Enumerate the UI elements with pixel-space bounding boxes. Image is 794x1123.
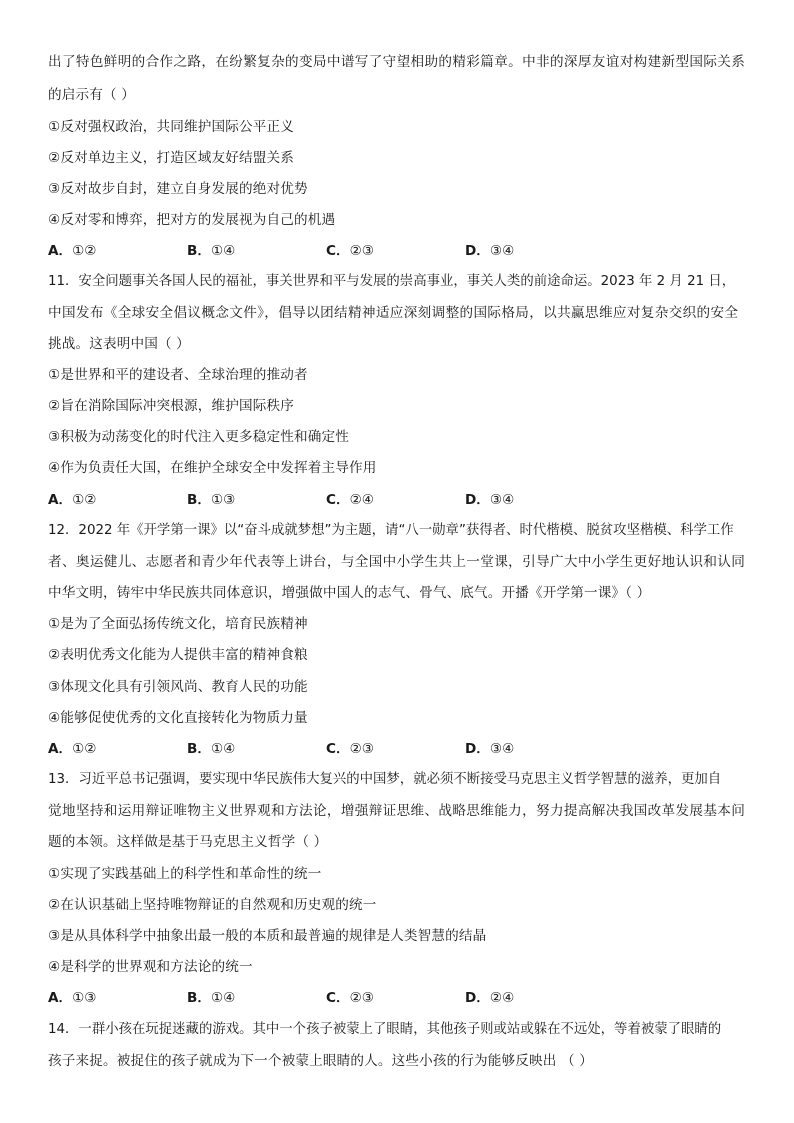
option-c[interactable]: C．②③ (326, 741, 374, 757)
q14-stem-line: 14．一群小孩在玩捉迷藏的游戏。其中一个孩子被蒙上了眼睛，其他孩子则或站或躲在不远处，等着被蒙了眼睛的 (48, 1022, 722, 1037)
q11-statement: ④作为负责任大国，在维护全球安全中发挥着主导作用 (48, 460, 377, 476)
q13-stem-line: 觉地坚持和运用辩证唯物主义世界观和方法论，增强辩证思维、战略思维能力，努力提高解决我国改革发展基本问 (48, 803, 746, 819)
q11-statement: ③积极为动荡变化的时代注入更多稳定性和确定性 (48, 429, 349, 445)
q13-statement: ①实现了实践基础上的科学性和革命性的统一 (48, 866, 322, 882)
option-a[interactable]: A．①② (48, 243, 97, 259)
option-d[interactable]: D．③④ (465, 243, 515, 259)
option-b[interactable]: B．①④ (187, 990, 236, 1006)
option-a[interactable]: A．①③ (48, 990, 97, 1006)
option-d[interactable]: D．②④ (465, 990, 515, 1006)
option-a[interactable]: A．①② (48, 492, 97, 508)
q13-statement: ②在认识基础上坚持唯物辩证的自然观和历史观的统一 (48, 897, 377, 913)
q12-stem-line: 者、奥运健儿、志愿者和青少年代表等上讲台，与全国中小学生共上一堂课，引导广大中小学生更好地认识和认同 (48, 554, 746, 570)
q10-stem-line: 的启示有（ ） (48, 87, 135, 103)
q12-statement: ②表明优秀文化能为人提供丰富的精神食粮 (48, 647, 308, 663)
option-d[interactable]: D．③④ (465, 741, 515, 757)
option-c[interactable]: C．②③ (326, 990, 374, 1006)
q11-statement: ②旨在消除国际冲突根源，维护国际秩序 (48, 398, 294, 414)
q12-stem-line: 中华文明，铸牢中华民族共同体意识，增强做中国人的志气、骨气、底气。开播《开学第一课》（ ） (48, 585, 651, 601)
q10-statement: ④反对零和博弈，把对方的发展视为自己的机遇 (48, 212, 336, 228)
q12-statement: ④能够促使优秀的文化直接转化为物质力量 (48, 710, 308, 726)
option-b[interactable]: B．①④ (187, 741, 236, 757)
q11-stem-line: 挑战。这表明中国（ ） (48, 336, 190, 352)
option-c[interactable]: C．②④ (326, 492, 374, 508)
q12-stem-line: 12．2022 年《开学第一课》以“奋斗成就梦想”为主题，请“八一勋章”获得者、时代楷模、脱贫攻坚楷模、科学工作 (48, 523, 734, 538)
option-a[interactable]: A．①② (48, 741, 97, 757)
q10-statement: ③反对故步自封，建立自身发展的绝对优势 (48, 181, 308, 197)
q10-stem-line: 出了特色鲜明的合作之路，在纷繁复杂的变局中谱写了守望相助的精彩篇章。中非的深厚友谊对构建新型国际关系 (48, 54, 746, 70)
option-d[interactable]: D．③④ (465, 492, 515, 508)
q11-stem-line: 11．安全问题事关各国人民的福祉，事关世界和平与发展的崇高事业，事关人类的前途命运。2023 年 2 月 21 日， (48, 274, 736, 289)
q13-statement: ③是从具体科学中抽象出最一般的本质和最普遍的规律是人类智慧的结晶 (48, 928, 487, 944)
option-b[interactable]: B．①③ (187, 492, 236, 508)
q11-statement: ①是世界和平的建设者、全球治理的推动者 (48, 367, 308, 383)
option-b[interactable]: B．①④ (187, 243, 236, 259)
q13-statement: ④是科学的世界观和方法论的统一 (48, 959, 253, 975)
q12-statement: ③体现文化具有引领风尚、教育人民的功能 (48, 679, 308, 695)
q14-stem-line: 孩子来捉。被捉住的孩子就成为下一个被蒙上眼睛的人。这些小孩的行为能够反映出 （ ） (48, 1053, 593, 1069)
option-c[interactable]: C．②③ (326, 243, 374, 259)
q10-statement: ②反对单边主义，打造区域友好结盟关系 (48, 150, 294, 166)
q12-statement: ①是为了全面弘扬传统文化，培育民族精神 (48, 616, 308, 632)
q13-stem-line: 13．习近平总书记强调，要实现中华民族伟大复兴的中国梦，就必须不断接受马克思主义哲学智慧的滋养，更加自 (48, 772, 722, 787)
q10-statement: ①反对强权政治，共同维护国际公平正义 (48, 119, 294, 135)
q11-stem-line: 中国发布《全球安全倡议概念文件》，倡导以团结精神适应深刻调整的国际格局，以共赢思维应对复杂交织的安全 (48, 305, 739, 321)
q13-stem-line: 题的本领。这样做是基于马克思主义哲学（ ） (48, 834, 328, 850)
